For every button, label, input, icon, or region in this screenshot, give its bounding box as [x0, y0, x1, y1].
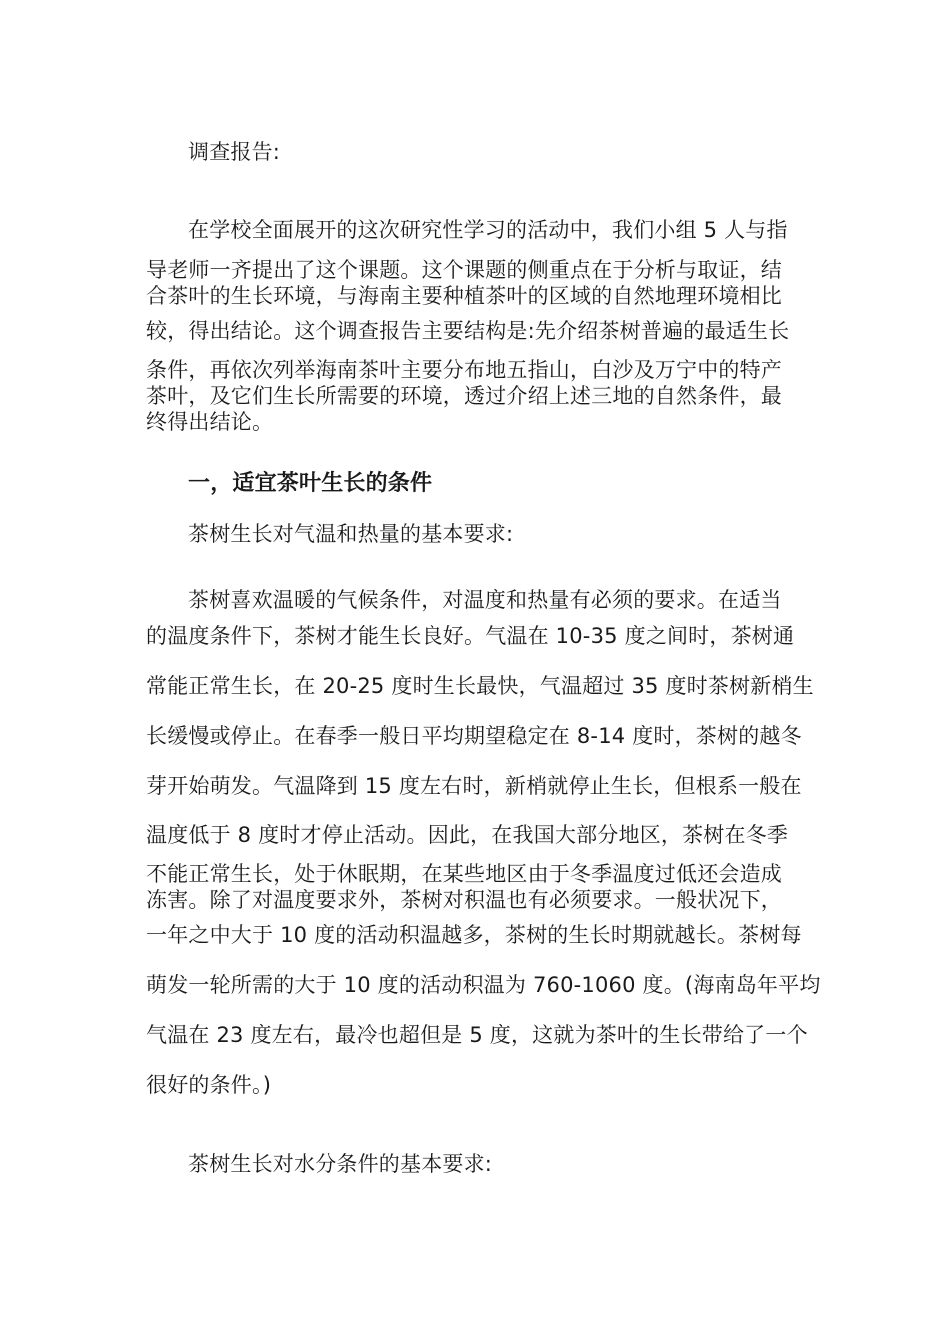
intro-line: 终得出结论。	[146, 410, 274, 434]
intro-line: 导老师一齐提出了这个课题。这个课题的侧重点在于分析与取证，结	[146, 258, 782, 282]
temperature-line: 的温度条件下，茶树才能生长良好。气温在 10-35 度之间时，茶树通	[146, 624, 795, 648]
intro-line: 条件，再依次列举海南茶叶主要分布地五指山，白沙及万宁中的特产	[146, 358, 782, 382]
temperature-line: 不能正常生长，处于休眠期，在某些地区由于冬季温度过低还会造成	[146, 862, 782, 886]
section-heading: 一，适宜茶叶生长的条件	[188, 471, 433, 496]
temperature-subheading: 茶树生长对气温和热量的基本要求:	[188, 522, 514, 546]
report-label: 调查报告:	[188, 140, 281, 164]
temperature-line: 一年之中大于 10 度的活动积温越多，茶树的生长时期就越长。茶树每	[146, 923, 802, 947]
intro-line: 茶叶，及它们生长所需要的环境，透过介绍上述三地的自然条件，最	[146, 384, 782, 408]
temperature-line: 温度低于 8 度时才停止活动。因此，在我国大部分地区，茶树在冬季	[146, 823, 789, 847]
temperature-line: 芽开始萌发。气温降到 15 度左右时，新梢就停止生长，但根系一般在	[146, 774, 802, 798]
temperature-line: 冻害。除了对温度要求外，茶树对积温也有必须要求。一般状况下，	[146, 888, 782, 912]
temperature-line: 气温在 23 度左右，最冷也超但是 5 度，这就为茶叶的生长带给了一个	[146, 1023, 808, 1047]
intro-line: 在学校全面展开的这次研究性学习的活动中，我们小组 5 人与指	[188, 218, 788, 242]
temperature-line: 长缓慢或停止。在春季一般日平均期望稳定在 8-14 度时，茶树的越冬	[146, 724, 802, 748]
water-subheading: 茶树生长对水分条件的基本要求:	[188, 1152, 493, 1176]
temperature-line: 萌发一轮所需的大于 10 度的活动积温为 760-1060 度。(海南岛年平均	[146, 973, 821, 997]
temperature-line: 很好的条件。)	[146, 1073, 272, 1097]
temperature-line: 常能正常生长，在 20-25 度时生长最快，气温超过 35 度时茶树新梢生	[146, 674, 814, 698]
temperature-line: 茶树喜欢温暖的气候条件，对温度和热量有必须的要求。在适当	[188, 588, 782, 612]
intro-line: 较，得出结论。这个调查报告主要结构是:先介绍茶树普遍的最适生长	[146, 319, 790, 343]
intro-line: 合茶叶的生长环境，与海南主要种植茶叶的区域的自然地理环境相比	[146, 284, 782, 308]
